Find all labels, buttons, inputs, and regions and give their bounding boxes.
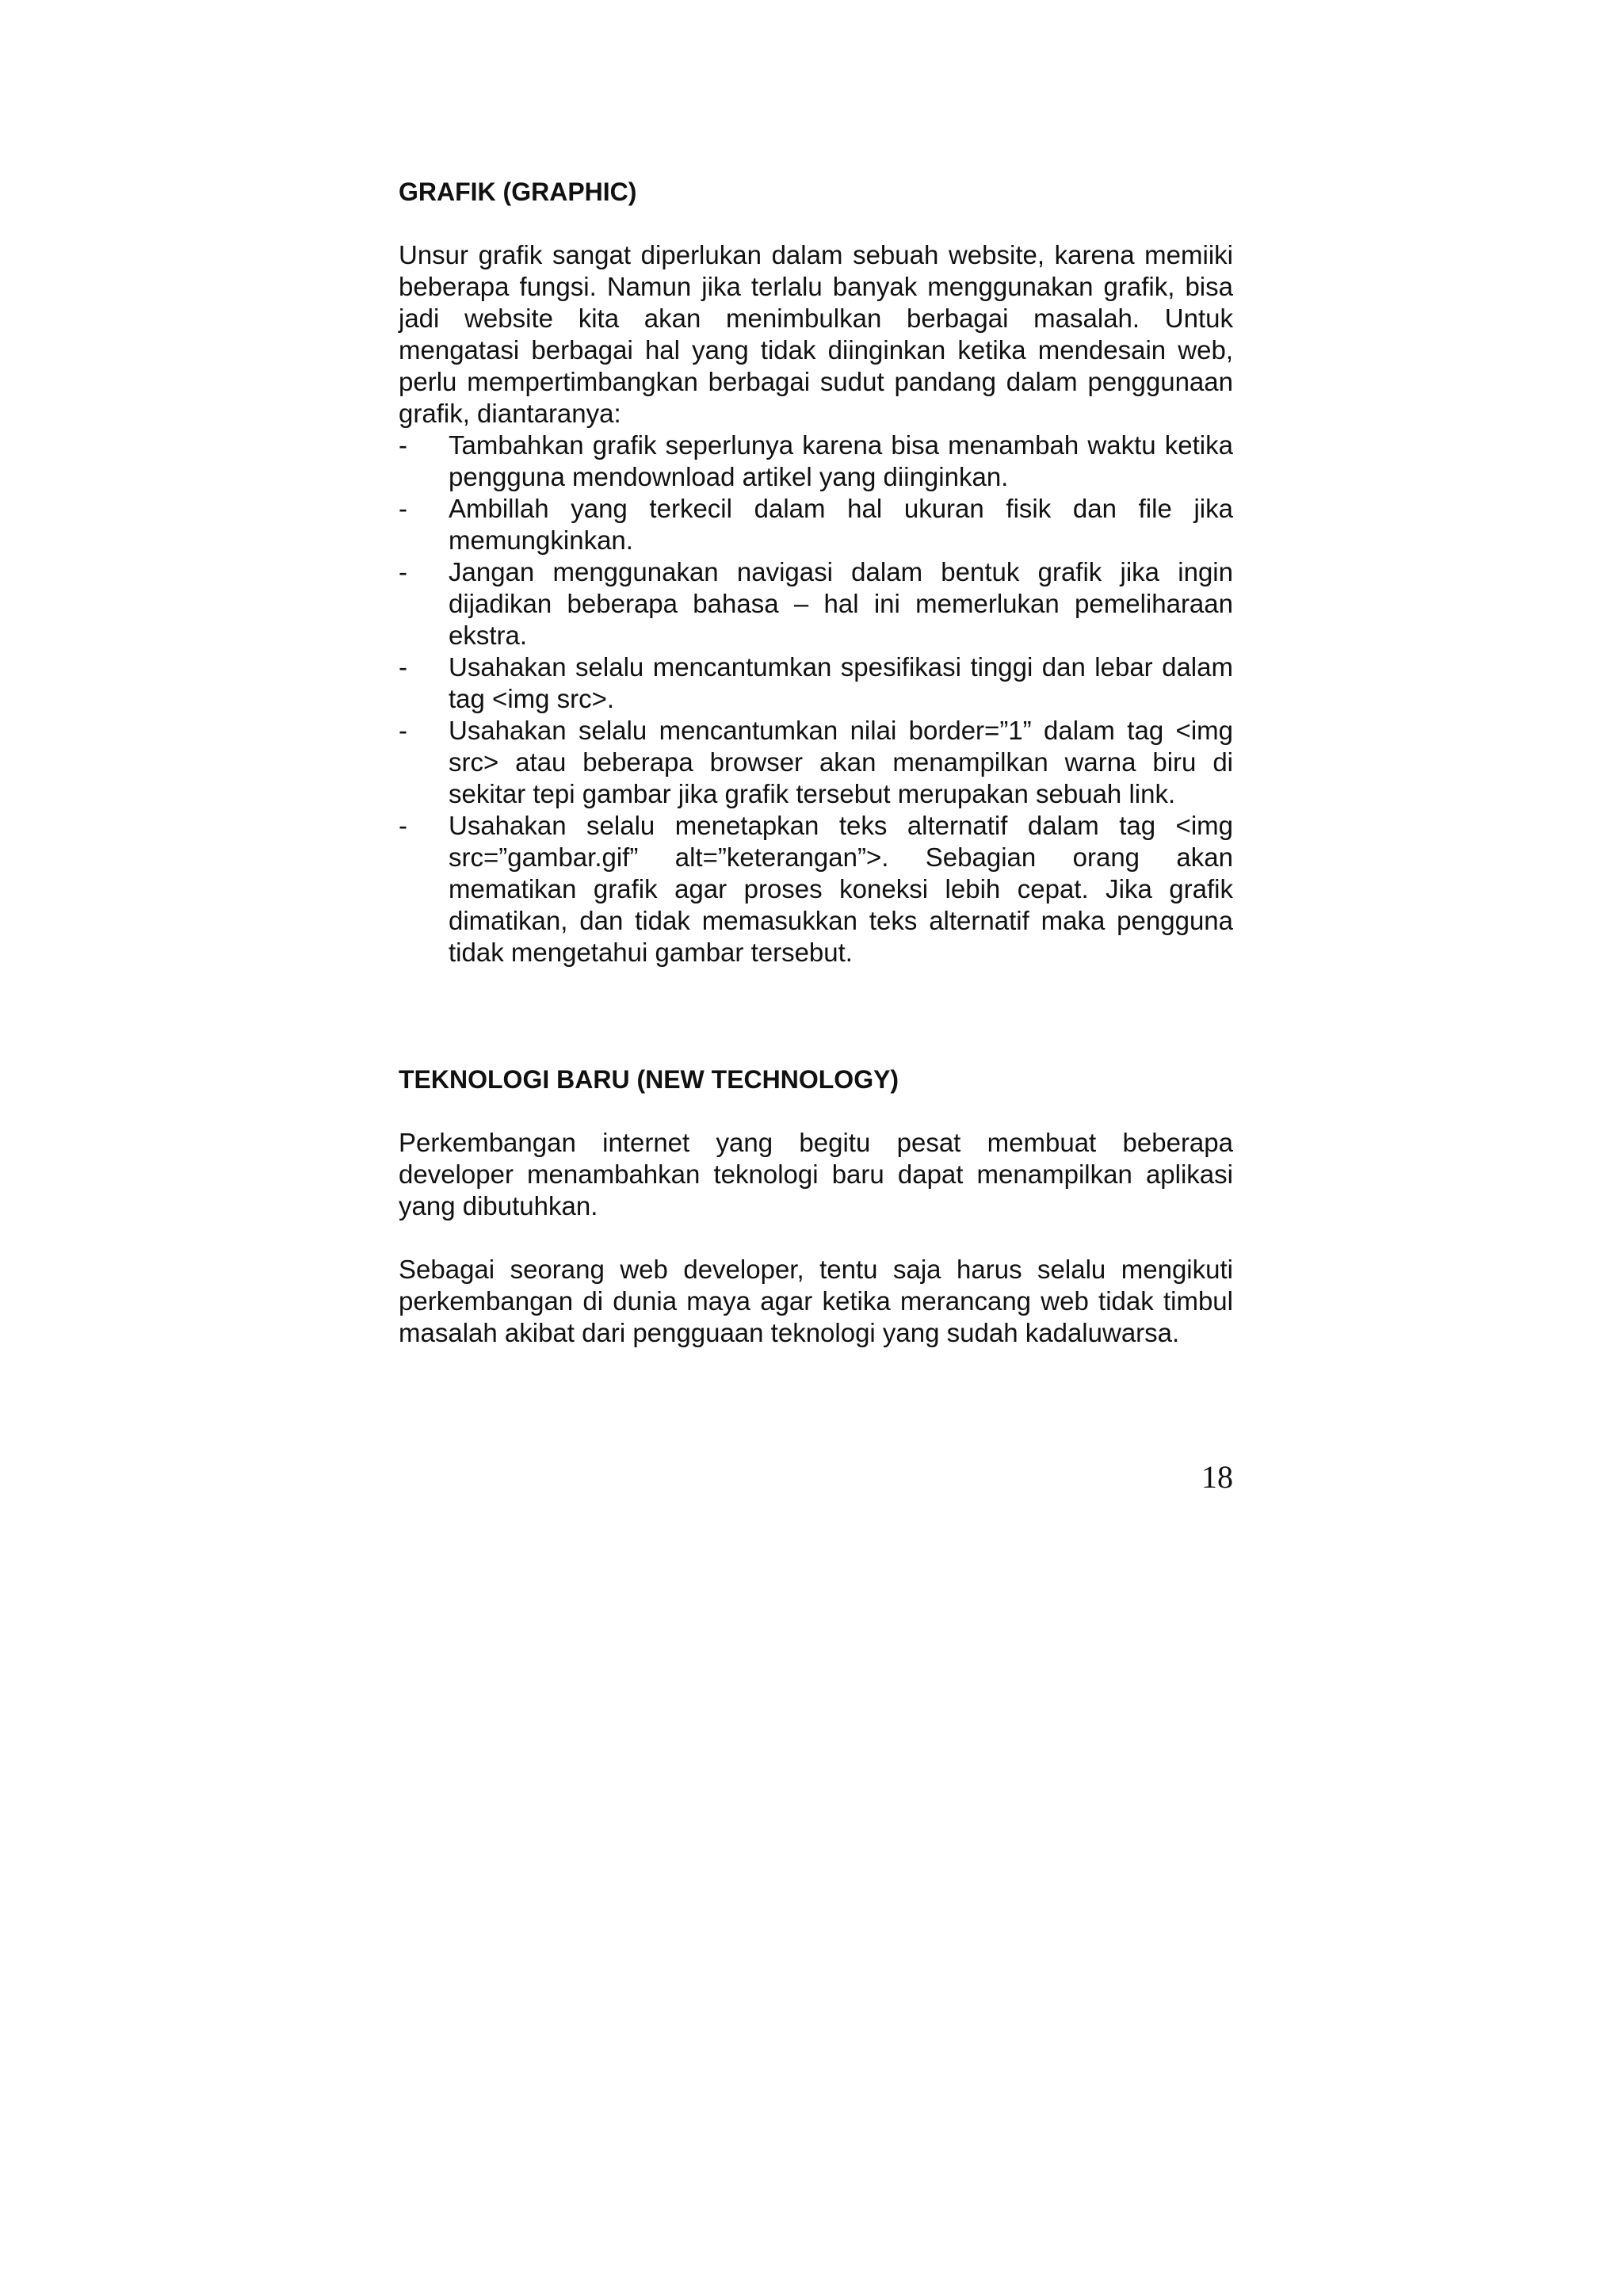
bullet-text: Usahakan selalu mencantumkan nilai border=”1” dalam tag <img src> atau beberapa browser akan menampilkan warna biru di sekitar tepi gambar jika grafik tersebut merupakan sebuah link. [449, 716, 1233, 808]
teknologi-paragraph-1: Perkembangan internet yang begitu pesat membuat beberapa developer menambahkan teknologi baru dapat menampilkan aplikasi yang dibutuhkan. [399, 1128, 1233, 1221]
bullet-dash: - [399, 494, 407, 523]
list-item [399, 493, 1233, 556]
bullet-text: Ambillah yang terkecil dalam hal ukuran fisik dan file jika memungkinkan. [449, 494, 1233, 555]
page-content [399, 176, 1233, 1349]
section-heading-teknologi-baru: TEKNOLOGI BARU (NEW TECHNOLOGY) [399, 1065, 899, 1094]
bullet-text: Jangan menggunakan navigasi dalam bentuk grafik jika ingin dijadikan beberapa bahasa – hal ini memerlukan pemeliharaan ekstra. [449, 557, 1233, 650]
list-item [399, 651, 1233, 715]
bullet-dash: - [399, 716, 407, 745]
bullet-dash: - [399, 811, 407, 840]
bullet-dash: - [399, 557, 407, 586]
bullet-dash: - [399, 430, 407, 460]
bullet-text: Tambahkan grafik seperlunya karena bisa menambah waktu ketika pengguna mendownload artikel yang diinginkan. [449, 430, 1233, 491]
teknologi-paragraph-2: Sebagai seorang web developer, tentu saja harus selalu mengikuti perkembangan di dunia maya agar ketika merancang web tidak timbul masalah akibat dari pengguaan teknologi yang sudah kadaluwarsa. [399, 1255, 1233, 1347]
list-item [399, 715, 1233, 810]
page-number: 18 [1201, 1459, 1233, 1495]
grafik-intro-paragraph: Unsur grafik sangat diperlukan dalam sebuah website, karena memiiki beberapa fungsi. Namun jika terlalu banyak menggunakan grafik, bisa jadi website kita akan menimbulkan berbagai masalah. Untuk mengatasi berbagai hal yang tidak diinginkan ketika mendesain web, perlu mempertimbangkan berbagai sudut pandang dalam penggunaan grafik, diantaranya: [399, 240, 1233, 428]
bullet-text: Usahakan selalu mencantumkan spesifikasi tinggi dan lebar dalam tag <img src>. [449, 652, 1233, 713]
bullet-dash: - [399, 652, 407, 682]
list-item [399, 556, 1233, 651]
grafik-bullet-list [399, 430, 1233, 968]
list-item [399, 810, 1233, 968]
section-heading-grafik: GRAFIK (GRAPHIC) [399, 178, 637, 206]
list-item [399, 430, 1233, 493]
bullet-text: Usahakan selalu menetapkan teks alternatif dalam tag <img src=”gambar.gif” alt=”keterangan”>. Sebagian orang akan mematikan grafik agar proses koneksi lebih cepat. Jika grafik dimatikan, dan tidak memasukkan teks alternatif maka pengguna tidak mengetahui gambar tersebut. [449, 811, 1233, 967]
